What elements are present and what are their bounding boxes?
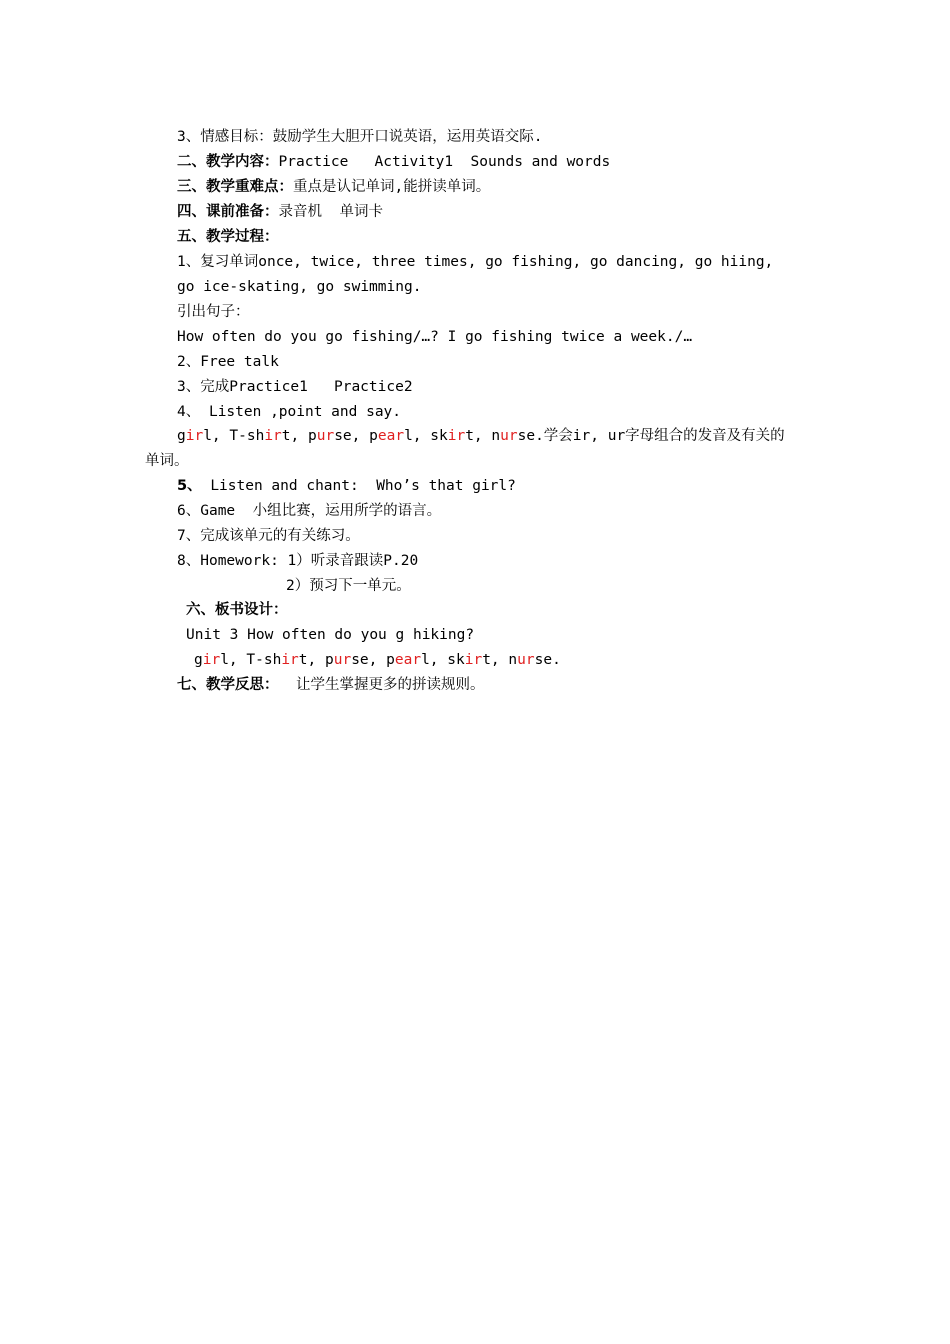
phonics-word: nurse — [508, 652, 553, 668]
phonics-word-line — [177, 427, 785, 445]
text-line — [177, 253, 773, 271]
line-text: 3、情感目标：鼓励学生大胆开口说英语，运用英语交际. — [177, 129, 543, 145]
text-line — [177, 502, 441, 520]
line-text: 2、Free talk — [177, 354, 279, 370]
highlighted-letters: ear — [394, 652, 422, 668]
text-line — [177, 527, 360, 545]
line-text: 6、Game 小组比赛，运用所学的语言。 — [177, 503, 442, 519]
phonics-word-line — [194, 651, 561, 669]
phonics-word: girl, — [194, 652, 247, 668]
highlighted-letters: ir — [202, 652, 221, 668]
line-text: go ice-skating, go swimming. — [177, 279, 422, 295]
phonics-word: pearl, — [369, 428, 431, 444]
phonics-word: skirt, — [430, 428, 492, 444]
line-text: 录音机 单词卡 — [278, 204, 383, 220]
highlighted-letters: ear — [377, 428, 405, 444]
section-heading: 二、教学内容： — [177, 154, 279, 170]
highlighted-letters: ur — [517, 652, 535, 668]
step-number: 5、 — [177, 478, 202, 494]
highlighted-letters: ur — [333, 652, 352, 668]
line-text: How often do you go fishing/…? I go fishing twice a week./… — [177, 329, 693, 345]
line-text: 单词。 — [145, 453, 189, 469]
line-text: 重点是认记单词,能拼读单词。 — [293, 179, 491, 195]
line-text: 1、复习单词once, twice, three times, go fishing, go dancing, go hiing, — [177, 254, 774, 270]
section-reflection — [177, 676, 484, 694]
line-text: 2）预习下一单元。 — [286, 578, 411, 594]
section-heading: 七、教学反思： — [177, 677, 279, 693]
text-line — [286, 577, 411, 595]
phonics-word: pearl, — [386, 652, 448, 668]
line-text: .学会ir, ur字母组合的发音及有关的 — [535, 428, 785, 444]
line-text: 8、Homework: 1）听录音跟读P.20 — [177, 553, 419, 569]
line-text: Unit 3 How often do you g hiking? — [186, 627, 475, 643]
phonics-word: T-shirt, — [229, 428, 308, 444]
section-preparation — [177, 203, 383, 221]
section-heading: 三、教学重难点： — [177, 179, 293, 195]
text-line — [177, 552, 418, 570]
phonics-word: girl, — [177, 428, 230, 444]
phonics-word: purse, — [308, 428, 370, 444]
line-text: Practice Activity1 Sounds and words — [278, 154, 611, 170]
highlighted-letters: ir — [447, 428, 466, 444]
phonics-word: purse, — [325, 652, 387, 668]
phonics-words — [194, 652, 552, 668]
text-line — [177, 403, 401, 421]
highlighted-letters: ir — [185, 428, 204, 444]
line-text: 7、完成该单元的有关练习。 — [177, 528, 360, 544]
text-line — [177, 128, 542, 146]
text-line — [186, 626, 474, 644]
section-key-points — [177, 178, 490, 196]
text-line — [177, 378, 413, 396]
highlighted-letters: ir — [281, 652, 299, 668]
phonics-word: nurse — [491, 428, 536, 444]
line-text: 4、 Listen ,point and say. — [177, 404, 402, 420]
section-heading: 五、教学过程： — [177, 229, 279, 245]
highlighted-letters: ir — [264, 428, 282, 444]
text-line — [145, 452, 189, 470]
phonics-word: T-shirt, — [246, 652, 325, 668]
highlighted-letters: ur — [500, 428, 518, 444]
text-line — [177, 328, 692, 346]
line-text: 引出句子： — [177, 304, 250, 320]
line-text: 3、完成Practice1 Practice2 — [177, 379, 413, 395]
phonics-word: skirt, — [447, 652, 509, 668]
phonics-words — [177, 428, 535, 444]
line-text: Listen and chant: Who’s that girl? — [201, 478, 516, 494]
section-heading: 四、课前准备： — [177, 204, 279, 220]
highlighted-letters: ir — [464, 652, 483, 668]
section-process — [177, 228, 279, 246]
line-text: . — [552, 652, 561, 668]
text-line — [177, 303, 250, 321]
text-line — [177, 353, 279, 371]
line-text: 让学生掌握更多的拼读规则。 — [278, 677, 485, 693]
text-line — [177, 477, 516, 495]
section-board-design — [186, 601, 288, 619]
section-teaching-content — [177, 153, 610, 171]
highlighted-letters: ur — [316, 428, 335, 444]
section-heading: 六、板书设计： — [186, 602, 288, 618]
text-line — [177, 278, 421, 296]
